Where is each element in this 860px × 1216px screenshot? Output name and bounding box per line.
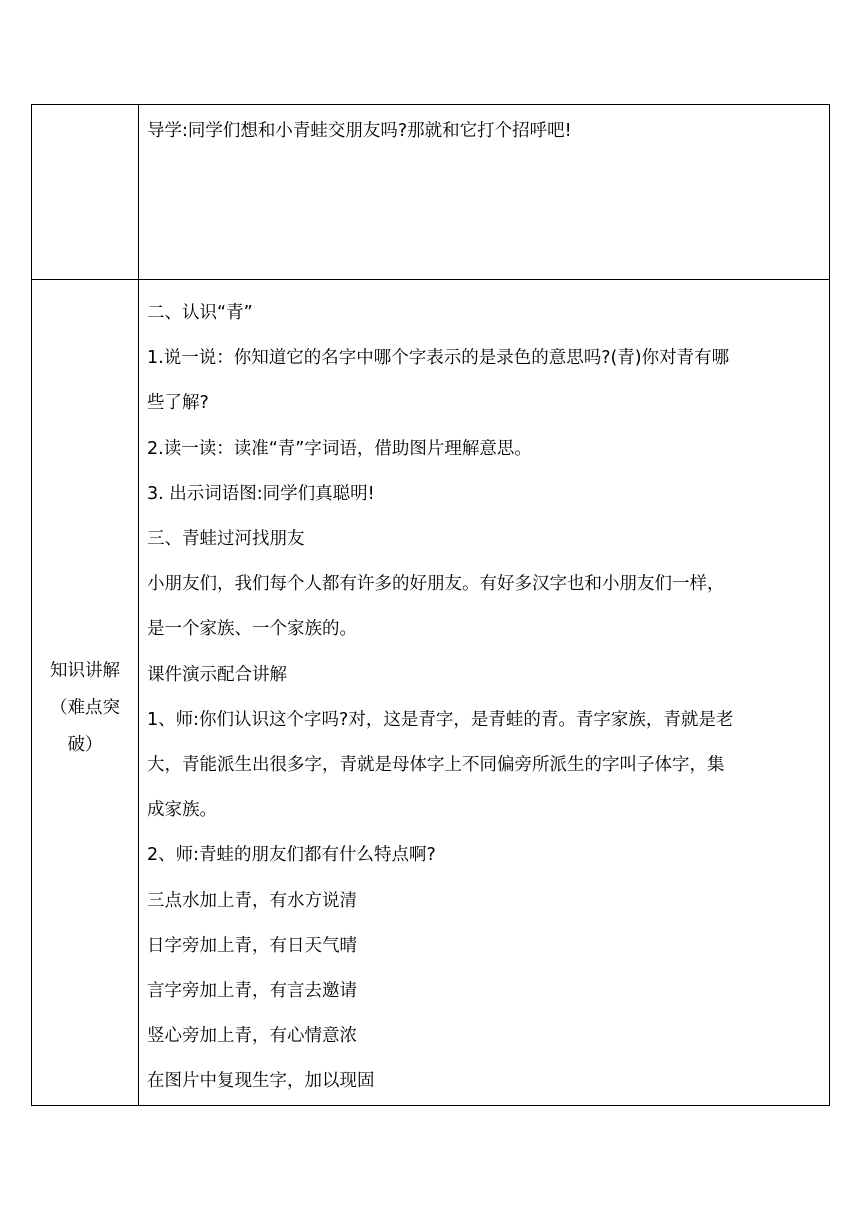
lesson-plan-table <box>31 104 830 1106</box>
table-row <box>32 105 830 280</box>
content-line: 些了解? <box>147 393 209 414</box>
content-line: 竖心旁加上青，有心情意浓 <box>147 1026 357 1047</box>
content-line: 小朋友们，我们每个人都有许多的好朋友。有好多汉字也和小朋友们一样， <box>147 574 725 595</box>
content-cell-intro <box>139 105 830 280</box>
label-cell-empty <box>32 105 139 280</box>
intro-text: 导学:同学们想和小青蛙交朋友吗?那就和它打个招呼吧! <box>147 121 572 141</box>
content-line: 成家族。 <box>147 800 217 821</box>
content-line: 2、师:青蛙的朋友们都有什么特点啊? <box>147 845 436 866</box>
content-line: 二、认识“青” <box>147 303 253 323</box>
content-cell-knowledge <box>139 280 830 1106</box>
section-label: 知识讲解（难点突破） <box>50 660 120 755</box>
content-line: 3. 出示词语图:同学们真聪明! <box>147 483 375 504</box>
content-line: 2.读一读：读准“青”字词语，借助图片理解意思。 <box>147 438 532 459</box>
content-line: 三点水加上青，有水方说清 <box>147 890 357 911</box>
content-line: 日字旁加上青，有日天气晴 <box>147 935 357 956</box>
content-line: 三、青蛙过河找朋友 <box>147 529 305 550</box>
content-line: 1.说一说：你知道它的名字中哪个字表示的是录色的意思吗?(青)你对青有哪 <box>147 348 730 369</box>
label-cell-knowledge <box>32 280 139 1106</box>
content-line: 1、师:你们认识这个字吗?对，这是青字，是青蛙的青。青字家族，青就是老 <box>147 709 734 730</box>
content-lines <box>147 280 821 1105</box>
table-row <box>32 280 830 1106</box>
content-line: 在图片中复现生字，加以现固 <box>147 1071 375 1092</box>
content-line: 言字旁加上青，有言去邀请 <box>147 981 357 1002</box>
content-line: 大，青能派生出很多字，青就是母体字上不同偏旁所派生的字叫子体字，集 <box>147 755 725 776</box>
content-line: 课件演示配合讲解 <box>147 664 287 685</box>
content-line: 是一个家族、一个家族的。 <box>147 619 357 640</box>
